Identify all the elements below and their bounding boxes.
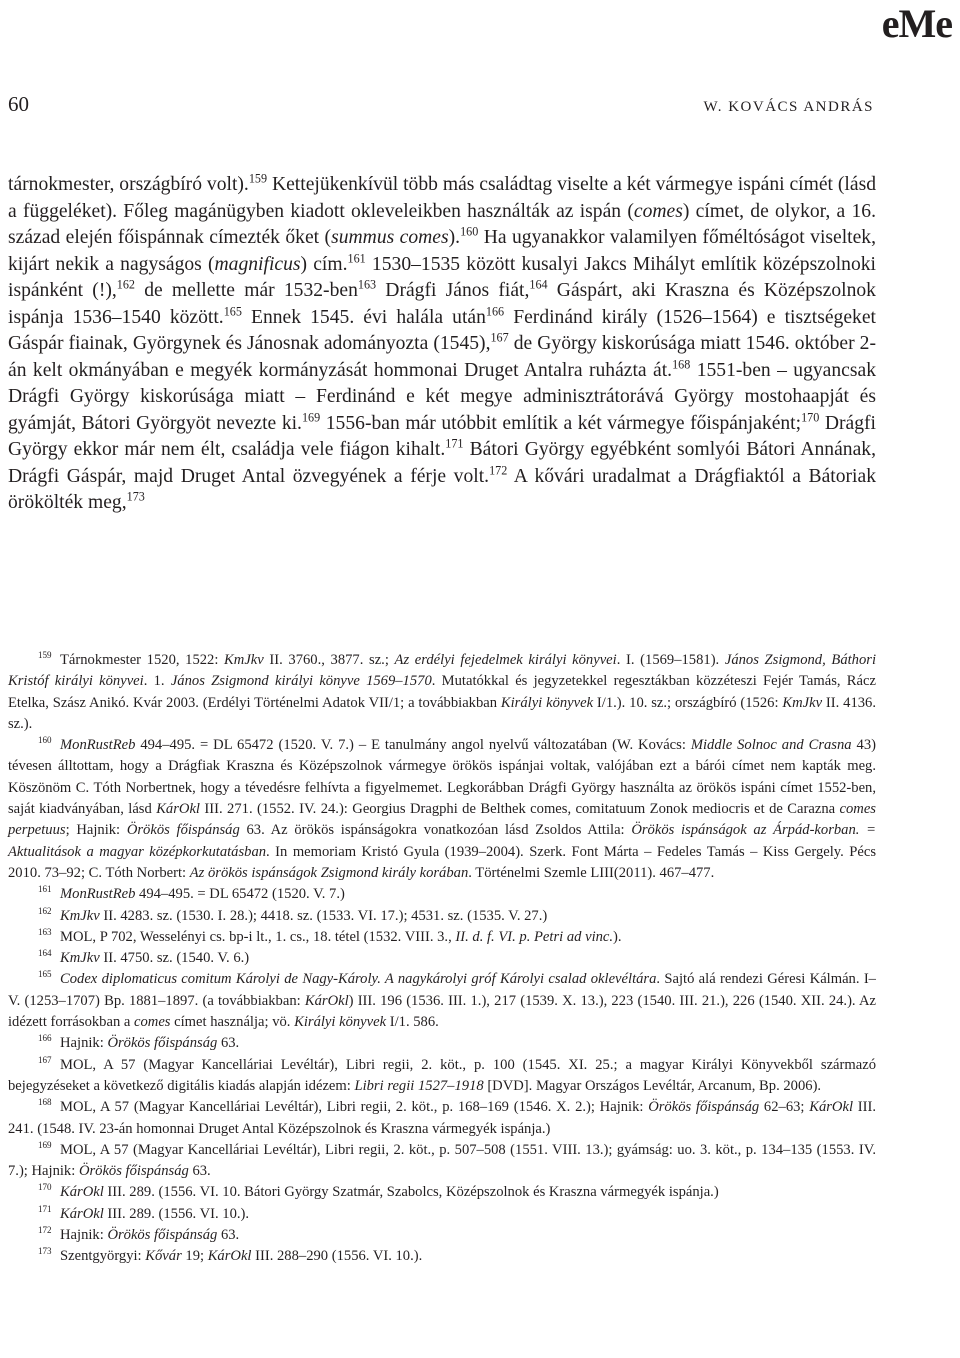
footnote-reference: 162 (116, 277, 135, 292)
footnote (8, 948, 876, 969)
footnote-number-text: 164 (38, 948, 52, 959)
text-run: III. 241. (1548. IV. 23-án homonnai Druget Antal Középszolnok és Kraszna vármegyék ispánja.) (8, 1099, 876, 1137)
text-run: . Történelmi Szemle LIII(2011). 467–477. (468, 864, 715, 881)
footnote-reference: 169 (301, 409, 321, 424)
footnote-reference: 172 (489, 462, 508, 477)
footnote-number (8, 1033, 60, 1054)
italic-text: Kővár (145, 1248, 182, 1265)
text-run: . Sajtó alá rendezi Géresi Kálmán. I–V. (1253–1707) Bp. 1881–1897. (a továbbiakban: (8, 971, 876, 1009)
footnote-number-text: 173 (38, 1246, 52, 1257)
text-run: 63. Az örökös ispánságokra vonatkozóan lásd Zsoldos Attila: (239, 822, 632, 839)
footnote-reference: 163 (357, 277, 377, 292)
text-run: 62–63; (759, 1099, 810, 1116)
text-run: 43) tévesen álltottam, hogy a Drágfiak Kraszna és Középszolnok vármegye örökös ispánjai voltak, valójában ezt a bárói címet nem kapták meg. Köszönöm C. Tóth Norbertnek, hogy a tévedésre felhívta a figyelmemet. Legkorábban Drágfi György használta az örökös ispáni címet 1552-ben, saját kiadványában, lásd (8, 737, 876, 818)
text-run: II. 4136. sz.). (8, 694, 876, 732)
footnote-number (8, 735, 60, 756)
text-run: MOL, P 702, Wesselényi cs. bp-i lt., 1. cs., 18. tétel (1532. VIII. 3., (60, 928, 456, 945)
footnote-number (8, 884, 60, 905)
footnote-reference: 166 (485, 303, 505, 318)
text-run: [DVD]. Magyar Országos Levéltár, Arcanum, Bp. 2006). (483, 1077, 822, 1094)
italic-text: Middle Solnoc and Crasna (690, 737, 852, 754)
text-run: ; Hajnik: (65, 822, 127, 839)
footnote-number-text: 162 (38, 905, 52, 916)
footnote (8, 1097, 876, 1140)
text-run: ) cím. (300, 253, 348, 275)
text-run: de mellette már 1532-ben (135, 280, 358, 301)
text-run: III. 289. (1556. VI. 10. Bátori György Szatmár, Szabolcs, Középszolnok és Kraszna vármegyék ispánja.) (103, 1184, 719, 1201)
footnote-number-text: 172 (38, 1225, 52, 1236)
footnote-reference: 160 (460, 224, 479, 239)
italic-text: comes (633, 200, 683, 222)
footnote (8, 735, 876, 884)
footnote (8, 969, 876, 1033)
footnote-number (8, 1246, 60, 1267)
page-number: 60 (8, 92, 29, 116)
footnote-number-text: 160 (38, 735, 52, 746)
footnote-number (8, 948, 60, 969)
footnote-number (8, 927, 60, 948)
italic-text: Az erdélyi fejedelmek királyi könyvei (394, 652, 617, 668)
footnote-number (8, 1225, 60, 1246)
text-run: MOL, A 57 (Magyar Kancelláriai Levéltár), Libri regii, 2. köt., p. 100 (1545. XI. 25.; a magyar Királyi Könyvekből származó bejegyzéseket a következő digitális kiadás alapján idézem: (8, 1056, 876, 1094)
italic-text: János Zsigmond királyi könyve 1569–1570 (170, 673, 432, 690)
text-run: . 1. (143, 673, 171, 690)
italic-text: Örökös főispánság (648, 1099, 760, 1116)
footnote-number-text: 165 (38, 969, 52, 980)
text-run: III. 288–290 (1556. VI. 10.). (251, 1248, 423, 1265)
italic-text: Az örökös ispánságok Zsigmond király korában (189, 864, 469, 881)
text-run: Ferdinánd király (1526–1564) e tisztségeket Gáspár fiainak, Györgynek és Jánosnak adományozta (1545), (8, 306, 876, 354)
footnote-reference: 173 (126, 489, 145, 504)
footnote-reference: 170 (801, 409, 820, 424)
text-run: ). (448, 227, 461, 248)
italic-text: KmJkv (60, 907, 100, 924)
footnote-reference: 165 (223, 303, 242, 318)
italic-text: KmJkv (782, 694, 823, 711)
italic-text: KárOkl (60, 1205, 104, 1222)
footnotes (8, 650, 876, 1268)
italic-text: KárOkl (156, 801, 200, 818)
footnote-number (8, 969, 60, 990)
text-run: III. 271. (1552. IV. 24.): Georgius Dragphi de Belthek comes, comitatuum Zonok mediocris et de Carazna (199, 801, 840, 818)
footnote (8, 1182, 876, 1203)
italic-text: Örökös ispánságok az Árpád-korban. = Aktualitások a magyar középkorkutatásban (8, 822, 876, 860)
footnote-number-text: 163 (38, 927, 52, 937)
body-paragraph (8, 172, 876, 517)
italic-text: comes perpetuus (8, 801, 876, 839)
footnote-number-text: 170 (38, 1182, 52, 1193)
footnote-reference: 171 (445, 436, 464, 451)
text-run: A kővári uradalmat a Drágfiaktól a Bátoriak örökölték meg, (8, 465, 876, 513)
footnote-reference: 161 (347, 250, 366, 265)
italic-text: KmJkv (60, 950, 100, 967)
text-run: Bátori György egyébként somlyói Bátori Annának, Drágfi Gáspár, majd Druget Antal özvegyének a férje volt. (8, 439, 876, 487)
footnote (8, 1140, 876, 1183)
text-run: Ennek 1545. évi halála után (241, 306, 486, 328)
footnote-number (8, 906, 60, 927)
italic-text: Örökös főispánság (107, 1227, 218, 1244)
footnote-number-text: 168 (38, 1097, 52, 1108)
italic-text: Királyi könyvek (294, 1014, 387, 1031)
italic-text: Királyi könyvek (500, 694, 594, 711)
footnote-reference: 159 (248, 171, 268, 186)
text-run: címet használja; vö. (170, 1014, 295, 1031)
text-run: I/1.). 10. sz.; országbíró (1526: (593, 694, 783, 711)
italic-text: summus comes (331, 227, 449, 248)
footnote (8, 927, 876, 948)
text-run: Drágfi György ekkor már nem élt, családja vele fiágon kihalt. (8, 412, 876, 460)
text-run: Drágfi János fiát, (376, 280, 530, 301)
italic-text: Örökös főispánság (126, 822, 240, 839)
text-run: II. 4750. sz. (1540. V. 6.) (99, 950, 250, 967)
footnote-number (8, 650, 60, 671)
text-run: 494–495. = DL 65472 (1520. V. 7.) – E tanulmány angol nyelvű változatában (W. Kovács: (135, 737, 691, 754)
footnote (8, 1033, 876, 1054)
text-run: 1556-ban már utóbbit említik a két vármegye főispánjaként; (320, 412, 802, 434)
footnote-number (8, 1140, 60, 1161)
text-run: 19; (181, 1248, 208, 1265)
text-run: Kettejükenkívül több más családtag viselte a két vármegye ispáni címét (lásd a függeléket). Főleg magánügyben kiadott okleveleikben használták az ispán ( (8, 174, 876, 222)
text-run: III. 289. (1556. VI. 10.). (103, 1205, 250, 1222)
italic-text: KmJkv (224, 652, 264, 668)
italic-text: MonRustReb (60, 886, 136, 903)
footnote (8, 884, 876, 905)
text-run: Hajnik: (60, 1035, 108, 1052)
text-run: de György kiskorúsága miatt 1546. október 2-án kelt okmányában e megyék kormányzását hommonai Druget Antalra ruházta át. (8, 333, 876, 381)
text-run: 63. (217, 1227, 240, 1244)
text-run: . Mutatókkal és jegyzetekkel regesztákban közzéteszi Fejér Tamás, Rácz Etelka, Szász Anikó. Kvár 2003. (Erdélyi Történelmi Adatok VII/1; a továbbiakban (8, 673, 876, 711)
footnote-number (8, 1055, 60, 1076)
text-run: 494–495. = DL 65472 (1520. V. 7.) (135, 886, 345, 903)
footnote (8, 650, 876, 735)
footnote (8, 906, 876, 927)
footnote (8, 1055, 876, 1098)
text-run: Ha ugyanakkor valamilyen főméltóságot viseltek, kijárt nekik a nagyságos ( (8, 227, 876, 275)
italic-text: magnificus (214, 253, 301, 275)
footnote-reference: 168 (672, 356, 691, 371)
footnote-number-text: 159 (38, 650, 52, 661)
footnote-number-text: 166 (38, 1033, 52, 1044)
footnote-number-text: 171 (38, 1203, 52, 1214)
italic-text: Örökös főispánság (107, 1035, 218, 1052)
text-run: Gáspárt, aki Kraszna és Középszolnok ispánja 1536–1540 között. (8, 280, 876, 328)
text-run: 1551-ben – ugyancsak Drágfi György kiskorúsága miatt – Ferdinánd e két megye adminisztrátorává György mostohaapját és gyámját, Bátori Györgyöt nevezte ki. (8, 359, 876, 434)
footnote-number (8, 1182, 60, 1203)
text-run: . I. (1569–1581). (616, 652, 725, 668)
text-run: I/1. 586. (386, 1014, 439, 1031)
footnote-reference: 167 (490, 330, 509, 345)
text-run: Hajnik: (60, 1227, 108, 1244)
footnote-number-text: 169 (38, 1139, 52, 1150)
text-run: II. 3760., 3877. sz.; (263, 652, 395, 668)
italic-text: KárOkl (809, 1099, 853, 1116)
text-run: tárnokmester, országbíró volt). (8, 174, 249, 195)
footnote-number-text: 167 (38, 1054, 52, 1065)
text-run: MOL, A 57 (Magyar Kancelláriai Levéltár), Libri regii, 2. köt., p. 168–169 (1546. X. 2.); Hajnik: (60, 1099, 649, 1116)
text-run: 63. (188, 1163, 211, 1180)
italic-text: Codex diplomaticus comitum Károlyi de Nagy-Károly. A nagykárolyi gróf Károlyi csalad oklevéltára (60, 971, 657, 988)
text-run: II. 4283. sz. (1530. I. 28.); 4418. sz. (1533. VI. 17.); 4531. sz. (1535. V. 27.) (99, 907, 548, 924)
italic-text: Örökös főispánság (78, 1163, 189, 1180)
italic-text: KárOkl (207, 1248, 252, 1265)
italic-text: comes (134, 1014, 171, 1031)
text-run: ) III. 196 (1536. III. 1.), 217 (1539. X. 13.), 223 (1540. III. 21.), 226 (1540. XII. 24.). Az idézett forrásokban a (8, 992, 876, 1031)
italic-text: KárOkl (60, 1184, 104, 1201)
text-run: Szentgyörgyi: (60, 1248, 146, 1265)
italic-text: János Zsigmond, Báthori Kristóf királyi könyvei (8, 652, 876, 690)
text-run: ) címet, de olykor, a 16. század elején főispánnak címezték őket ( (8, 200, 876, 248)
text-run: 63. (217, 1035, 240, 1052)
italic-text: KárOkl (304, 992, 349, 1009)
italic-text: II. d. f. VI. p. Petri ad vinc. (455, 928, 614, 945)
text-run: 1530–1535 között kusalyi Jakcs Mihályt említik középszolnoki ispánként (!), (8, 253, 877, 301)
journal-logo: eMe (881, 1, 952, 46)
running-head: W. KOVÁCS ANDRÁS (703, 99, 874, 115)
footnote-reference: 164 (529, 277, 548, 292)
footnote (8, 1225, 876, 1246)
footnote-number-text: 161 (38, 884, 52, 895)
footnote (8, 1204, 876, 1225)
text-run: ). (613, 928, 622, 945)
italic-text: Libri regii 1527–1918 (354, 1077, 484, 1094)
text-run: . In memoriam Kristó Gyula (1939–2004). Szerk. Font Márta – Fedeles Tamás – Kiss Gergely. Pécs 2010. 73–92; C. Tóth Norbert: (8, 843, 877, 881)
footnote-number (8, 1204, 60, 1225)
italic-text: MonRustReb (60, 737, 136, 754)
text-run: Tárnokmester 1520, 1522: (60, 652, 225, 668)
footnote-number (8, 1097, 60, 1118)
text-run: MOL, A 57 (Magyar Kancelláriai Levéltár), Libri regii, 2. köt., p. 507–508 (1551. VIII. 13.); gyámság: uo. 3. köt., p. 134–135 (1553. IV. 7.); Hajnik: (8, 1141, 876, 1180)
footnote (8, 1246, 876, 1267)
